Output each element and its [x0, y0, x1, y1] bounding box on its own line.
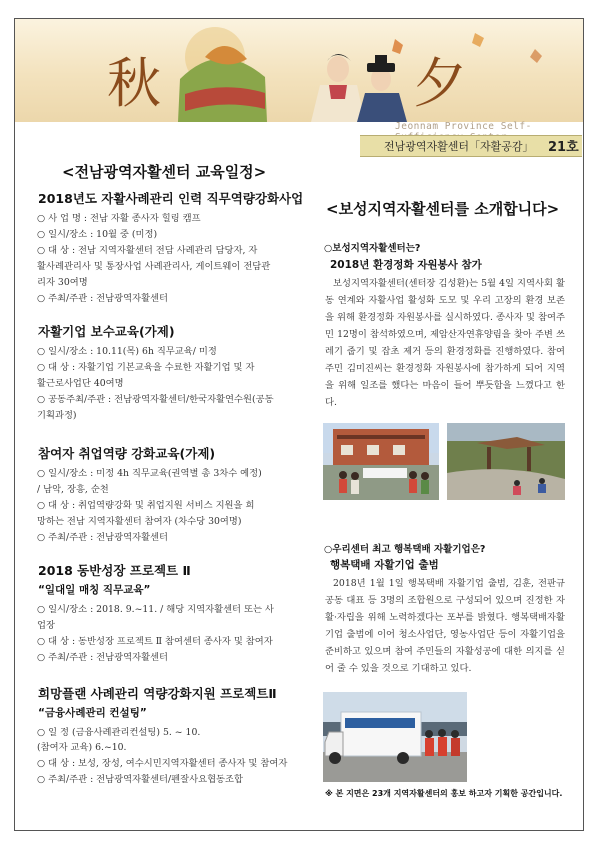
s5-line: (참여자 교육) 6.~10. [37, 742, 127, 753]
issue-number: 21호 [548, 140, 579, 155]
s3-line: ○ 대 상 : 취업역량강화 및 취업지원 서비스 지원을 희 [37, 500, 255, 511]
cleanup-group-photo [323, 423, 439, 500]
s5-subheading: “금융사례관리 컨설팅” [38, 707, 147, 719]
s3-heading: 참여자 취업역량 강화교육(가제) [38, 446, 216, 461]
left-section-title: <전남광역자활센터 교육일정> [62, 163, 267, 181]
s2-line: 활근로사업단 40여명 [37, 378, 124, 389]
s5-line: ○ 주최/주관 : 전남광역자활센터/펜잘사요협동조합 [37, 774, 243, 785]
s2-line: ○ 공동주최/주관 : 전남광역자활센터/한국자활연수원(공동 [37, 394, 274, 405]
issue-label: 전남광역자활센터「자활공감」 [384, 140, 534, 153]
q2-subheading: 행복택배 자활기업 출범 [330, 559, 439, 571]
chuseok-hanja-autumn: 秋 [107, 52, 163, 115]
q1-heading: ○보성지역자활센터는? [324, 243, 421, 254]
cleanup-forest-photo [447, 423, 565, 500]
s1-line: ○ 주최/주관 : 전남광역자활센터 [37, 293, 169, 304]
s2-line: ○ 일시/장소 : 10.11(목) 6h 직무교육/ 미정 [37, 346, 217, 357]
center-name-english: Jeonnam Province Self- [395, 121, 532, 132]
s4-line: ○ 주최/주관 : 전남광역자활센터 [37, 652, 169, 663]
q2-heading: ○우리센터 최고 행복택배 자활기업은? [324, 544, 486, 555]
footer-note: ※ 본 지면은 23개 지역자활센터의 홍보 하고자 기획한 공간입니다. [325, 789, 563, 798]
s1-line: ○ 일시/장소 : 10월 중 (미정) [37, 229, 158, 240]
s5-line: ○ 일 정 (금융사례관리컨설팅) 5. ~ 10. [37, 727, 201, 738]
s1-line: ○ 대 상 : 전남 지역자활센터 전담 사례관리 담당자, 자 [37, 245, 258, 256]
banner-illustration [15, 19, 583, 122]
issue-bar [360, 135, 582, 157]
s4-subheading: “일대일 매칭 직무교육” [38, 584, 151, 596]
q1-subheading: 2018년 환경정화 자원봉사 참가 [330, 259, 482, 271]
chuseok-hanja-evening: 夕 [413, 52, 469, 115]
q2-paragraph: 2018년 1월 1일 행복택배 자활기업 출범, 김훈, 전판규 공동 대표 등 3명의 조합원으로 구성되어 있으며 진정한 자활·자립을 위해 노력하겠다는 포부를 밝혔다. 행복택배자활기업 출범에 이어 청소사업단, 영농사업단 등이 자활기업을 준비하고 있으며 참여 주민들의 자활성공에 대한 의지를 싣어 줄 수 있을 것으로 기대하고 있다. [325, 578, 565, 674]
s3-line: 망하는 전남 지역자활센터 참여자 (차수당 30여명) [37, 516, 242, 527]
s2-heading: 자활기업 보수교육(가제) [38, 324, 175, 339]
right-section-title: <보성지역자활센터를 소개합니다> [326, 200, 560, 218]
s3-line: ○ 일시/장소 : 미정 4h 직무교육(권역별 총 3차수 예정) [37, 468, 262, 479]
s1-line: ○ 사 업 명 : 전남 자활 종사자 힐링 캠프 [37, 213, 201, 224]
s2-line: 기획과정) [37, 410, 77, 421]
s5-heading: 희망플랜 사례관리 역량강화지원 프로젝트Ⅱ [38, 686, 277, 701]
s4-line: 업장 [37, 620, 55, 631]
chuseok-banner [15, 19, 583, 122]
s5-line: ○ 대 상 : 보성, 장성, 여수시민지역자활센터 종사자 및 참여자 [37, 758, 288, 769]
s3-line: / 남악, 장흥, 순천 [37, 484, 109, 495]
s4-line: ○ 대 상 : 동반성장 프로젝트 Ⅱ 참여센터 종사자 및 참여자 [37, 636, 273, 647]
q1-paragraph: 보성지역자활센터(센터장 김성환)는 5월 4일 지역사회 활동 연계와 자활사업 활성화 도모 및 우리 고장의 환경 보존을 위해 환경정화 자원봉사를 실시하였다. 종사자 및 참여주민 12명이 참석하였으며, 제암산자연휴양림을 찾아 주변 쓰레기 줍기 및 잡초 제거 등의 환경정화를 진행하였다. 참여주민 김미진씨는 환경정화 자원봉사에 참가하게 되어 지역을 위해 일조를 했다는 마음이 들어 뿌듯함을 느꼈다고 한다. [325, 278, 565, 408]
s3-line: ○ 주최/주관 : 전남광역자활센터 [37, 532, 169, 543]
delivery-truck-photo [323, 692, 467, 782]
s1-heading: 2018년도 자활사례관리 인력 직무역량강화사업 [38, 191, 304, 206]
s4-heading: 2018 동반성장 프로젝트 Ⅱ [38, 563, 191, 578]
s4-line: ○ 일시/장소 : 2018. 9.~11. / 해당 지역자활센터 또는 사 [37, 604, 274, 615]
s2-line: ○ 대 상 : 자활기업 기본교육을 수료한 자활기업 및 자 [37, 362, 255, 373]
s1-line: 리자 30여명 [37, 277, 88, 288]
s1-line: 활사례관리사 및 통장사업 사례관리사, 게이트웨이 전담관 [37, 261, 271, 272]
